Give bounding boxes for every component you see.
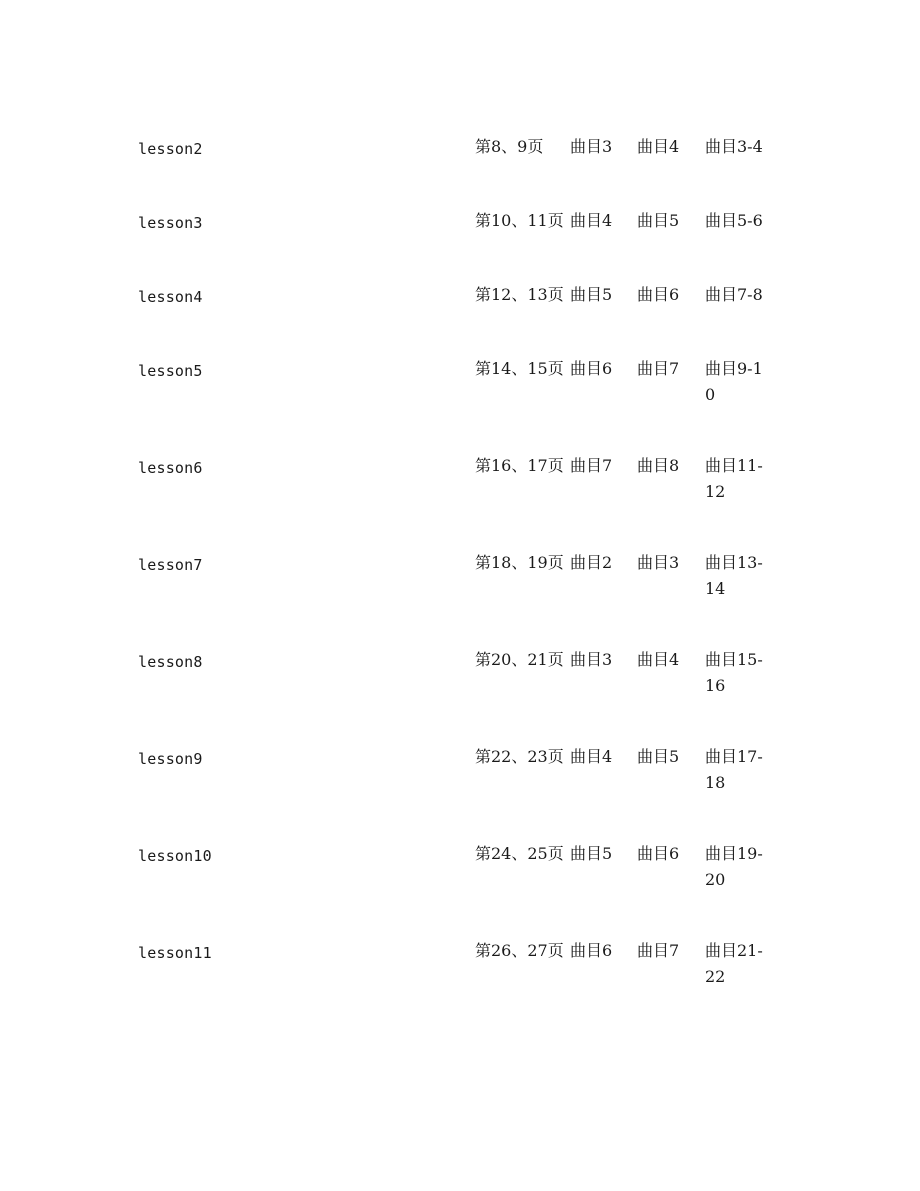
track-range: 曲目9-10 bbox=[705, 359, 763, 404]
page-range: 第12、13页 bbox=[475, 285, 564, 304]
page-range: 第8、9页 bbox=[475, 137, 544, 156]
track-range: 曲目11-12 bbox=[705, 456, 763, 501]
track-a: 曲目6 bbox=[570, 941, 613, 960]
track-a: 曲目2 bbox=[570, 553, 613, 572]
lesson-label: lesson7 bbox=[138, 556, 203, 574]
page-range: 第18、19页 bbox=[475, 553, 564, 572]
track-range: 曲目15-16 bbox=[705, 650, 763, 695]
track-b: 曲目7 bbox=[637, 941, 680, 960]
track-a: 曲目6 bbox=[570, 359, 613, 378]
track-b: 曲目6 bbox=[637, 844, 680, 863]
lesson-label: lesson9 bbox=[138, 750, 203, 768]
track-a: 曲目4 bbox=[570, 211, 613, 230]
track-b: 曲目4 bbox=[637, 137, 680, 156]
track-b: 曲目8 bbox=[637, 456, 680, 475]
page-range: 第26、27页 bbox=[475, 941, 564, 960]
page-range: 第14、15页 bbox=[475, 359, 564, 378]
track-a: 曲目3 bbox=[570, 137, 613, 156]
track-range: 曲目5-6 bbox=[705, 211, 763, 230]
track-b: 曲目7 bbox=[637, 359, 680, 378]
page-range: 第20、21页 bbox=[475, 650, 564, 669]
lesson-label: lesson2 bbox=[138, 140, 203, 158]
track-b: 曲目3 bbox=[637, 553, 680, 572]
page-range: 第10、11页 bbox=[475, 211, 564, 230]
track-range: 曲目17-18 bbox=[705, 747, 763, 792]
lesson-label: lesson11 bbox=[138, 944, 212, 962]
track-a: 曲目4 bbox=[570, 747, 613, 766]
track-range: 曲目7-8 bbox=[705, 285, 763, 304]
page-range: 第16、17页 bbox=[475, 456, 564, 475]
track-a: 曲目5 bbox=[570, 285, 613, 304]
lesson-label: lesson4 bbox=[138, 288, 203, 306]
track-b: 曲目5 bbox=[637, 211, 680, 230]
page-range: 第22、23页 bbox=[475, 747, 564, 766]
lesson-label: lesson5 bbox=[138, 362, 203, 380]
lesson-label: lesson8 bbox=[138, 653, 203, 671]
page-range: 第24、25页 bbox=[475, 844, 564, 863]
track-range: 曲目19-20 bbox=[705, 844, 763, 889]
track-a: 曲目7 bbox=[570, 456, 613, 475]
track-b: 曲目5 bbox=[637, 747, 680, 766]
track-range: 曲目3-4 bbox=[705, 137, 763, 156]
lesson-label: lesson3 bbox=[138, 214, 203, 232]
lesson-label: lesson10 bbox=[138, 847, 212, 865]
track-range: 曲目13-14 bbox=[705, 553, 763, 598]
track-b: 曲目4 bbox=[637, 650, 680, 669]
track-a: 曲目3 bbox=[570, 650, 613, 669]
track-a: 曲目5 bbox=[570, 844, 613, 863]
track-b: 曲目6 bbox=[637, 285, 680, 304]
lesson-label: lesson6 bbox=[138, 459, 203, 477]
track-range: 曲目21-22 bbox=[705, 941, 763, 986]
